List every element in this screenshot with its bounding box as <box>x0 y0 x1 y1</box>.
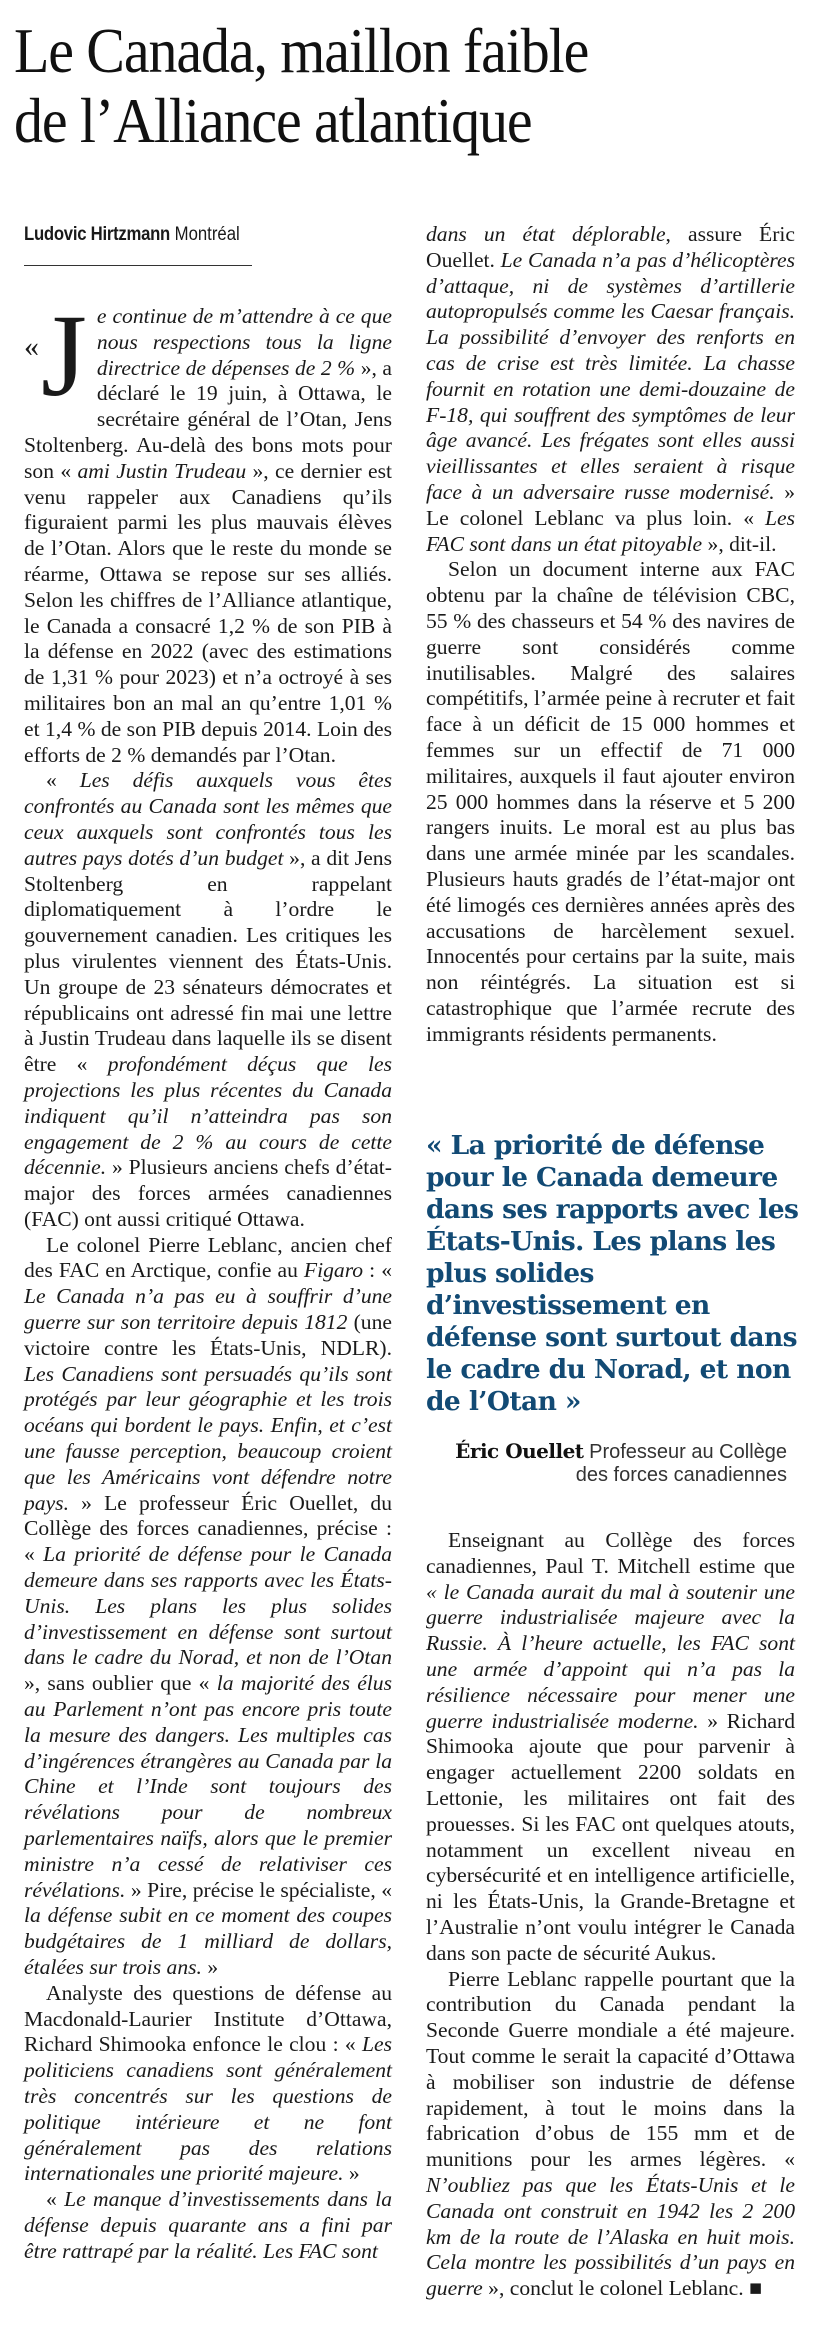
byline <box>24 224 240 246</box>
body-text: : « <box>363 1258 392 1283</box>
quoted-text: la majorité des élus au Parlement n’ont pas encore pris toute la mesure des dangers. Les multiples cas d’ingérences étrangères au Canada par la Chine et l’Inde sont toujours des révélations pour de nombreux parlementaires naïfs, alors que le premier ministre n’a cessé de relativiser ces révélations. <box>24 1671 392 1902</box>
quoted-text: profondément déçus que les projections les plus récentes du Canada indiquent qu’il n’atteindra pas son engagement de 2 % au cours de cette décennie. <box>24 1052 392 1180</box>
body-text: » Richard Shimooka ajoute que pour parvenir à engager actuellement 2200 soldats en Lettonie, les militaires ont fait des prouesses. Si les FAC ont quelques atouts, notamment un excellent niveau en cybersécurité et en intelligence artificielle, ni les États-Unis, la Grande-Bretagne et l’Australie n’ont voulu intégrer le Canada dans son pacte de sécurité Aukus. <box>426 1708 795 1965</box>
headline <box>14 16 741 156</box>
right-column-bottom <box>426 1528 795 2302</box>
body-text: Analyste des questions de défense au Macdonald-Laurier Institute d’Ottawa, Richard Shimooka enfonce le clou : « <box>24 1980 392 2057</box>
article-paragraph <box>24 290 393 768</box>
body-text: « <box>46 768 80 793</box>
quoted-text: Les Canadiens sont persuadés qu’ils sont protégés par leur géographie et les trois océans qui bordent le pays. Enfin, et c’est une fausse perception, beaucoup croient que les Américains vont défendre notre pays. <box>24 1361 392 1515</box>
pull-quote: « La priorité de défense pour le Canada demeure dans ses rapports avec les États-Unis. Les plans les plus solides d’investissement en défense sont surtout dans le cadre du Norad, et non de l’Otan » <box>426 1130 799 1417</box>
body-text: « <box>46 2187 65 2212</box>
body-text: Selon un document interne aux FAC obtenu par la chaîne de télévision CBC, 55 % des chasseurs et 54 % des navires de guerre sont considérés comme inutilisables. Malgré des salaires compétitifs, l’armée peine à recruter et fait face à un déficit de 15 000 hommes et femmes sur un effectif de 71 000 militaires, auxquels il faut ajouter environ 25 000 hommes dans la réserve et 5 200 rangers inuits. Le moral est au plus bas dans une armée minée par les scandales. Plusieurs hauts gradés de l’état-major ont été limogés ces dernières années après des accusations de harcèlement sexuel. Innocentés pour certains par la suite, mais non réintégrés. La situation est si catastrophique que l’armée recrute des immigrants résidents permanents. <box>426 557 795 1046</box>
quoted-text: Les défis auxquels vous êtes confrontés au Canada sont les mêmes que ceux auxquels sont confrontés tous les autres pays dotés d’un budget <box>24 768 392 870</box>
article-paragraph <box>426 1528 795 1967</box>
quoted-text: Le Canada n’a pas d’hélicoptères d’attaque, ni de systèmes d’artillerie autopropulsés comme les Caesar français. La possibilité d’envoyer des renforts en cas de crise est très limitée. La chasse fournit en rotation une demi-douzaine de F-18, qui souffrent des symptômes de leur âge avancé. Les frégates sont elles aussi vieillissantes et elles seraient à risque face à un adversaire russe modernisé. <box>426 247 795 504</box>
quoted-text: Les FAC sont dans un état pitoyable <box>426 505 795 556</box>
body-text: » <box>201 1955 219 1979</box>
body-text: » <box>343 2161 360 2186</box>
quoted-text: e continue de m’attendre à ce que nous respections tous la ligne directrice de dépenses de 2 % <box>96 304 392 380</box>
author-name: Ludovic Hirtzmann <box>24 224 171 245</box>
pull-quote-role: Professeur au Collège des forces canadiennes <box>575 1441 787 1486</box>
body-text: , assure Éric Ouellet. <box>426 222 795 272</box>
headline-line-2: de l’Alliance atlantique <box>14 86 532 156</box>
dateline-location: Montréal <box>174 224 240 245</box>
quoted-text: Le Canada n’a pas eu à souffrir d’une guerre sur son territoire depuis 1812 <box>24 1284 392 1335</box>
article-paragraph <box>24 1981 392 2187</box>
quoted-text: « le Canada aurait du mal à soutenir une guerre industrialisée majeure avec la Russie. À l’heure actuelle, les FAC sont une armée d’appoint qui n’a pas la résilience nécessaire pour mener une guerre industrialisée moderne. <box>426 1579 795 1733</box>
quoted-text: La priorité de défense pour le Canada demeure dans ses rapports avec les États-Unis. Les plans les plus solides d’investissement en défense sont surtout dans le cadre du Norad, et non de l’Otan <box>24 1542 392 1670</box>
pull-quote-author: Éric Ouellet <box>455 1439 584 1463</box>
right-column-top <box>426 222 795 1048</box>
body-text: Enseignant au Collège des forces canadiennes, Paul T. Mitchell estime que <box>426 1528 795 1578</box>
quoted-text: Les politiciens canadiens sont généralement très concentrés sur les questions de politique intérieure et ne font généralement pas des relations internationales une priorité majeure. <box>24 2032 392 2186</box>
article-paragraph <box>24 768 392 1232</box>
body-text: Pierre Leblanc rappelle pourtant que la contribution du Canada pendant la Seconde Guerre mondiale a été majeure. Tout comme le serait la capacité d’Ottawa à mobiliser son industrie de défense rapidement, à tout le moins dans la fabrication d’obus de 155 mm et de munitions pour les armes légères. « <box>426 1966 795 2172</box>
body-text: », dit-il. <box>702 531 777 556</box>
body-text: », a déclaré le 19 juin, à Ottawa, le secrétaire général de l’Otan, Jens Stoltenberg. Au-delà des bons mots pour son « <box>24 355 392 483</box>
article-paragraph <box>426 1967 795 2302</box>
body-text: », a dit Jens Stoltenberg en rappelant diplomatiquement à l’ordre le gouvernement canadien. Les critiques les plus virulentes viennent des États-Unis. Un groupe de 23 sénateurs démocrates et républicains ont adressé fin mai une lettre à Justin Trudeau dans laquelle ils se disent être « <box>24 845 392 1077</box>
quoted-text: Le manque d’investissements dans la défense depuis quarante ans a fini par être rattrapé par la réalité. Les FAC sont <box>24 2187 392 2263</box>
quoted-text: la défense subit en ce moment des coupes budgétaires de 1 milliard de dollars, étalées sur trois ans. <box>24 1903 392 1979</box>
body-text: », conclut le colonel Leblanc. ■ <box>482 2276 763 2301</box>
body-text: » Plusieurs anciens chefs d’état-major des forces armées canadiennes (FAC) ont aussi critiqué Ottawa. <box>24 1155 392 1231</box>
body-text: (une victoire contre les États-Unis, NDLR). <box>24 1310 392 1360</box>
body-text: Le colonel Pierre Leblanc, ancien chef des FAC en Arctique, confie au <box>24 1232 392 1283</box>
body-text: », sans oublier que « <box>24 1671 217 1696</box>
headline-line-1: Le Canada, maillon faible <box>14 16 589 86</box>
quoted-text: Figaro <box>303 1258 364 1283</box>
byline-divider <box>24 265 252 266</box>
drop-cap <box>24 290 87 421</box>
left-column <box>24 290 393 2265</box>
drop-cap-quote: « <box>24 330 39 363</box>
quoted-text: ami Justin Trudeau <box>77 458 247 483</box>
article-paragraph <box>426 222 795 557</box>
article-paragraph <box>24 2187 392 2264</box>
article-paragraph <box>24 1233 392 1981</box>
body-text: » Le professeur Éric Ouellet, du Collège des forces canadiennes, précise : « <box>24 1490 392 1567</box>
quoted-text: N’oubliez pas que les États-Unis et le Canada ont construit en 1942 les 2 200 km de la route de l’Alaska en huit mois. Cela montre les possibilités d’un pays en guerre <box>426 2172 795 2301</box>
body-text: », ce dernier est venu rappeler aux Canadiens qu’ils figuraient parmi les plus mauvais élèves de l’Otan. Alors que le reste du monde se réarme, Ottawa se repose sur ses alliés. Selon les chiffres de l’Alliance atlantique, le Canada a consacré 1,2 % de son PIB à la défense en 2022 (avec des estimations de 1,31 % pour 2023) et n’a octroyé à ses militaires bon an mal an qu’entre 1,01 % et 1,4 % de son PIB depuis 2014. Loin des efforts de 2 % demandés par l’Otan. <box>24 458 393 767</box>
pull-quote-attribution <box>426 1440 787 1487</box>
drop-cap-letter: J <box>41 290 87 421</box>
article-paragraph <box>426 557 795 1047</box>
body-text: » Pire, précise le spécialiste, « <box>125 1877 392 1902</box>
body-text: » Le colonel Leblanc va plus loin. « <box>426 479 795 530</box>
quoted-text: dans un état déplorable <box>426 222 666 246</box>
